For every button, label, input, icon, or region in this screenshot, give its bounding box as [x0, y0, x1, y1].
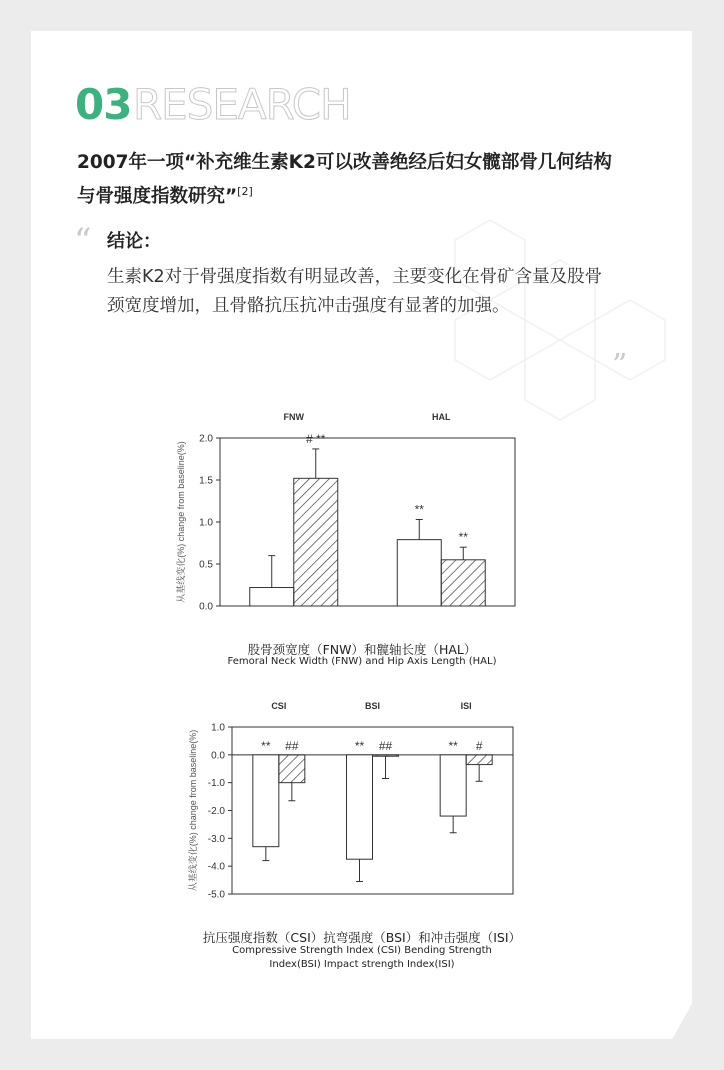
study-title-line1: 2007年一项“补充维生素K2可以改善绝经后妇女髋部骨几何结构: [77, 152, 612, 173]
significance-mark: # **: [306, 431, 326, 446]
y-axis-label: 从基线变化(%) change from baseline(%): [188, 729, 198, 892]
significance-mark: **: [354, 738, 365, 753]
significance-mark: #: [475, 738, 483, 753]
chart1-caption-zh: 股骨颈宽度（FNW）和髋轴长度（HAL）: [247, 642, 477, 657]
y-tick-label: 0.5: [199, 559, 213, 571]
close-quote-icon: ”: [612, 348, 628, 383]
section-word: RESEARCH: [133, 80, 351, 129]
y-tick-label: -5.0: [207, 889, 225, 901]
significance-mark: **: [448, 738, 458, 753]
bar-bsi-control: [347, 755, 373, 859]
group-label-fnw: FNW: [283, 412, 304, 422]
bar-csi-control: [253, 755, 279, 847]
y-tick-label: 0.0: [199, 601, 213, 613]
chart1-caption-en: Femoral Neck Width (FNW) and Hip Axis Length (HAL): [227, 656, 497, 667]
bar-isi-treatment: [466, 755, 492, 765]
significance-mark: **: [458, 530, 468, 545]
significance-mark: **: [261, 738, 271, 753]
conclusion-text: 生素K2对于骨强度指数有明显改善，主要变化在骨矿含量及股骨颈宽度增加，且骨骼抗压抗冲击强度有显著的加强。: [107, 267, 603, 316]
significance-mark: **: [414, 502, 424, 517]
significance-mark: ##: [285, 738, 299, 753]
y-tick-label: -4.0: [207, 861, 225, 873]
bar-hal-control: [397, 540, 441, 606]
y-tick-label: 0.0: [211, 750, 225, 762]
chart2-caption-en-line2: Index(BSI) Impact strength Index(ISI): [269, 959, 455, 970]
chart2-caption-en-line1: Compressive Strength Index (CSI) Bending Strength: [232, 945, 492, 956]
chart2-caption-zh: 抗压强度指数（CSI）抗弯强度（BSI）和冲击强度（ISI）: [202, 930, 522, 945]
y-tick-label: 1.0: [211, 722, 225, 734]
bar-csi-treatment: [279, 755, 305, 783]
section-number: 03: [75, 80, 132, 129]
y-tick-label: 2.0: [199, 433, 213, 445]
chart-fnw-hal: [160, 400, 540, 620]
y-tick-label: -3.0: [207, 833, 225, 845]
group-label-isi: ISI: [460, 701, 472, 711]
open-quote-icon: “: [74, 221, 92, 261]
bar-hal-treatment: [441, 560, 485, 606]
reference-mark: [2]: [237, 185, 253, 198]
y-tick-label: 1.5: [199, 475, 213, 487]
group-label-hal: HAL: [432, 412, 451, 422]
significance-mark: ##: [378, 738, 393, 753]
bar-fnw-treatment: [294, 478, 338, 606]
y-tick-label: -1.0: [207, 778, 225, 790]
study-title-line2: 与骨强度指数研究”: [77, 186, 238, 207]
y-tick-label: 1.0: [199, 517, 213, 529]
y-axis-label: 从基线变化(%) change from baseline(%): [176, 441, 186, 603]
group-label-csi: CSI: [271, 701, 287, 711]
bar-isi-control: [440, 755, 466, 816]
y-tick-label: -2.0: [207, 806, 225, 817]
study-title: [77, 148, 677, 211]
conclusion-label: 结论：: [107, 231, 161, 252]
group-label-bsi: BSI: [364, 701, 381, 711]
chart-csi-bsi-isi: [160, 695, 540, 905]
bar-bsi-treatment: [373, 755, 399, 756]
bar-fnw-control: [250, 588, 294, 606]
